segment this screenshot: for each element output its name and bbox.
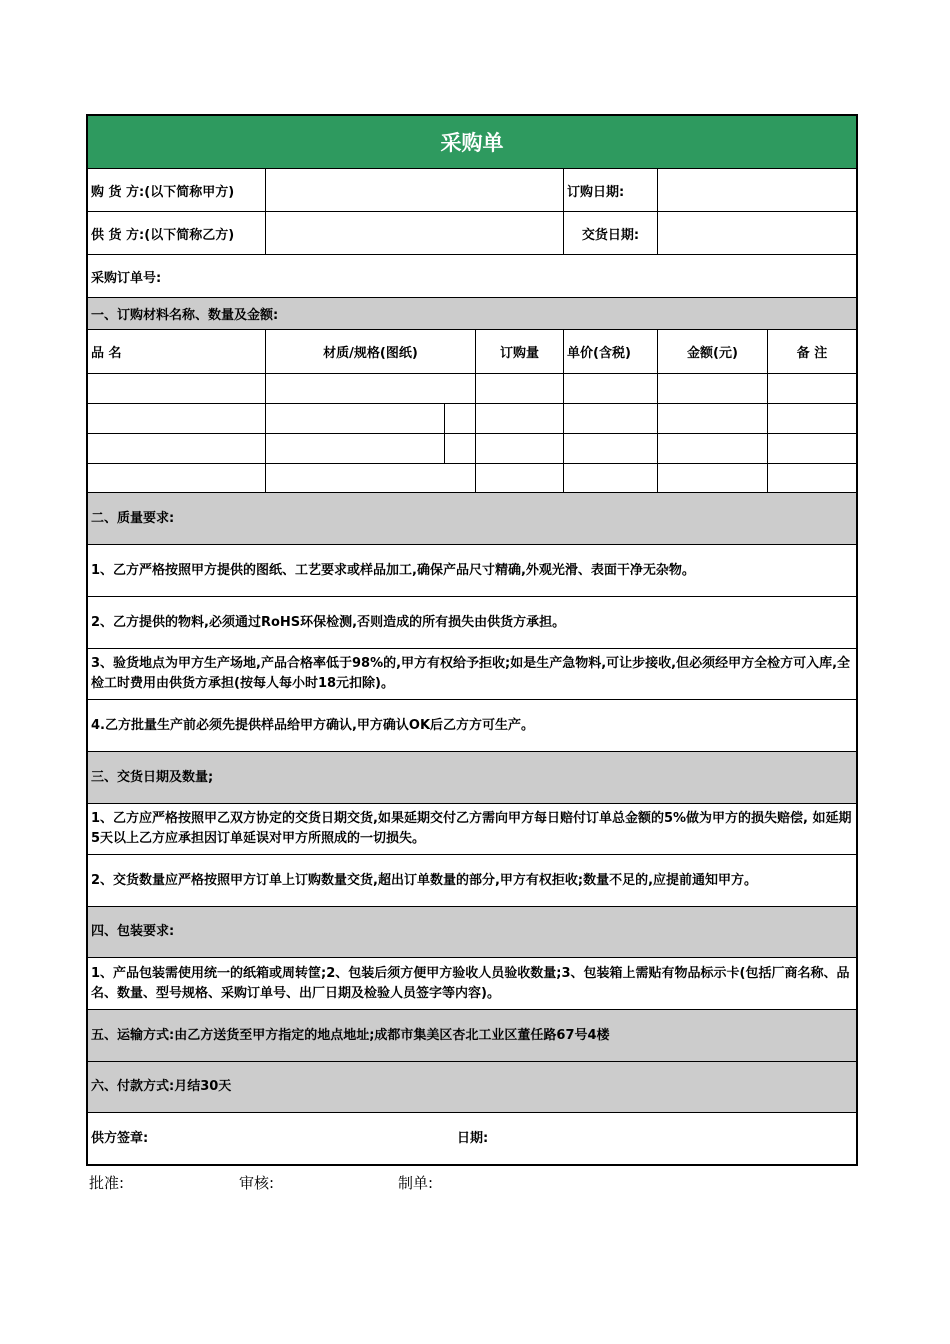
col-remarks: 备 注: [796, 346, 828, 361]
buyer-label: 购 货 方:(以下简称甲方): [88, 169, 266, 211]
signature-row: [88, 1113, 856, 1164]
spec-sub-cell[interactable]: [445, 434, 476, 463]
review-label: 审核:: [239, 1174, 275, 1192]
sign-date-label: 日期:: [457, 1130, 489, 1146]
delivery-date-label: 交货日期:: [564, 212, 658, 254]
spec-sub-cell[interactable]: [445, 404, 476, 433]
col-quantity: 订购量: [476, 330, 564, 373]
unit-price-cell[interactable]: [564, 404, 658, 433]
material-row: [88, 434, 856, 464]
unit-price-cell[interactable]: [564, 434, 658, 463]
amount-cell[interactable]: [658, 464, 768, 492]
spec-cell[interactable]: [266, 464, 476, 492]
item-name-cell[interactable]: [88, 404, 266, 433]
section3-header: [88, 752, 856, 804]
delivery-item: [88, 855, 856, 907]
order-date-label: 订购日期:: [564, 169, 658, 211]
supplier-row: [88, 212, 856, 255]
col-spec: 材质/规格(图纸): [266, 330, 476, 373]
spec-cell[interactable]: [266, 434, 445, 463]
packaging-item: [88, 958, 856, 1010]
quality-item-4: 4.乙方批量生产前必须先提供样品给甲方确认,甲方确认OK后乙方方可生产。: [91, 717, 535, 733]
section1-title: 一、订购材料名称、数量及金额:: [91, 308, 279, 323]
section3-title: 三、交货日期及数量;: [91, 769, 214, 785]
section5-title: 五、运输方式:由乙方送货至甲方指定的地点地址;成都市集美区杏北工业区董任路67号4楼: [91, 1027, 610, 1043]
col-amount: 金额(元): [658, 330, 768, 373]
amount-cell[interactable]: [658, 434, 768, 463]
quality-item: [88, 649, 856, 700]
purchase-order-form: [86, 114, 858, 1166]
section5-header: [88, 1010, 856, 1062]
quality-item: [88, 597, 856, 649]
quantity-cell[interactable]: [476, 374, 564, 403]
remarks-cell[interactable]: [768, 434, 856, 463]
approve-label: 批准:: [89, 1174, 125, 1192]
supplier-field[interactable]: [266, 212, 564, 254]
section6-header: [88, 1062, 856, 1113]
section1-header: [88, 298, 856, 330]
material-row: [88, 404, 856, 434]
order-date-field[interactable]: [658, 169, 856, 211]
remarks-cell[interactable]: [768, 404, 856, 433]
delivery-item-2: 2、交货数量应严格按照甲方订单上订购数量交货,超出订单数量的部分,甲方有权拒收;数量不足的,应提前通知甲方。: [91, 872, 758, 888]
item-name-cell[interactable]: [88, 434, 266, 463]
materials-header-row: [88, 330, 856, 374]
delivery-date-field[interactable]: [658, 212, 856, 254]
quality-item-2: 2、乙方提供的物料,必须通过RoHS环保检测,否则造成的所有损失由供货方承担。: [91, 614, 566, 630]
material-row: [88, 464, 856, 493]
section6-title: 六、付款方式:月结30天: [91, 1079, 232, 1094]
section4-title: 四、包装要求:: [91, 924, 175, 939]
spec-cell[interactable]: [266, 374, 476, 403]
material-row: [88, 374, 856, 404]
unit-price-cell[interactable]: [564, 374, 658, 403]
quality-item-3: 3、验货地点为甲方生产场地,产品合格率低于98%的,甲方有权给予拒收;如是生产急物料,可让步接收,但必须经甲方全检方可入库,全检工时费用由供货方承担(按每人每小时18元扣除)。: [91, 656, 851, 691]
quality-item: [88, 700, 856, 752]
quality-item: [88, 545, 856, 597]
form-title: 采购单: [88, 116, 856, 169]
buyer-row: [88, 169, 856, 212]
amount-cell[interactable]: [658, 374, 768, 403]
delivery-item-1: 1、乙方应严格按照甲乙双方协定的交货日期交货,如果延期交付乙方需向甲方每日赔付订单总金额的5%做为甲方的损失赔偿, 如延期5天以上乙方应承担因订单延误对甲方所照成的一切损失。: [91, 811, 852, 846]
col-item-name: 品 名: [88, 330, 266, 373]
col-unit-price: 单价(含税): [564, 330, 658, 373]
remarks-cell[interactable]: [768, 464, 856, 492]
po-number-row: [88, 255, 856, 298]
section2-title: 二、质量要求:: [91, 510, 175, 526]
quantity-cell[interactable]: [476, 464, 564, 492]
quality-item-1: 1、乙方严格按照甲方提供的图纸、工艺要求或样品加工,确保产品尺寸精确,外观光滑、表面干净无杂物。: [91, 562, 695, 578]
approval-footer: [89, 1172, 433, 1193]
unit-price-cell[interactable]: [564, 464, 658, 492]
remarks-cell[interactable]: [768, 374, 856, 403]
prepare-label: 制单:: [398, 1174, 434, 1192]
item-name-cell[interactable]: [88, 464, 266, 492]
item-name-cell[interactable]: [88, 374, 266, 403]
quantity-cell[interactable]: [476, 404, 564, 433]
supplier-sign-label: 供方签章:: [91, 1130, 149, 1146]
supplier-label: 供 货 方:(以下简称乙方): [88, 212, 266, 254]
quantity-cell[interactable]: [476, 434, 564, 463]
packaging-item-1: 1、产品包装需使用统一的纸箱或周转筐;2、包装后须方便甲方验收人员验收数量;3、包装箱上需贴有物品标示卡(包括厂商名称、品名、数量、型号规格、采购订单号、出厂日期及检验人员签字等内容)。: [91, 965, 850, 1001]
spec-cell[interactable]: [266, 404, 445, 433]
amount-cell[interactable]: [658, 404, 768, 433]
buyer-field[interactable]: [266, 169, 564, 211]
delivery-item: [88, 804, 856, 855]
section4-header: [88, 907, 856, 958]
po-number-label: 采购订单号:: [91, 270, 162, 286]
section2-header: [88, 493, 856, 545]
